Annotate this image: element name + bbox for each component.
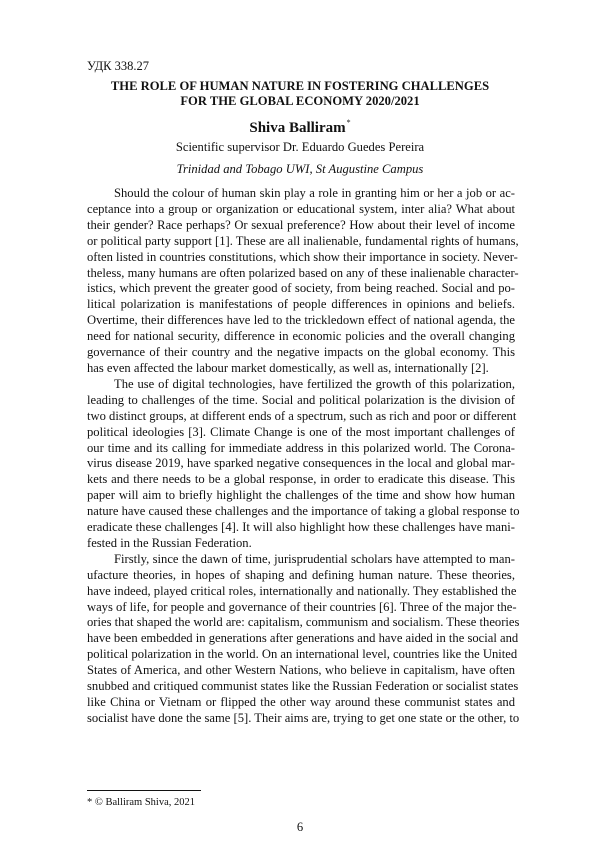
paragraph-line: ories that shaped the world are: capitalism, communism and socialism. These theories: [87, 615, 520, 630]
scientific-supervisor: Scientific supervisor Dr. Eduardo Guedes Pereira: [175, 140, 425, 154]
paragraph-line: socialist have done the same [5]. Their aims are, trying to get one state or the other, to: [87, 710, 520, 725]
paragraph-line: like China or Vietnam or flipped the other way around these communist states and: [87, 695, 515, 709]
paragraph-line: paper will aim to briefly highlight the challenges of the time and show how human: [87, 488, 515, 503]
paragraph: [87, 186, 519, 377]
paragraph-line: need for national security, difference in economic policies and the overall changing: [87, 329, 515, 344]
paragraph: [87, 376, 520, 552]
paragraph-line: Should the colour of human skin play a role in granting him or her a job or ac-: [114, 186, 515, 200]
paragraph-line: theless, many humans are often polarized based on any of these inalienable character-: [87, 265, 519, 280]
paragraph: [87, 551, 520, 727]
paragraph-line: often listed in countries constitutions, which show their importance in society. Never-: [87, 249, 518, 264]
paragraph-line: political ideologies [3]. Climate Change is one of the most important challenges of: [87, 424, 515, 439]
article-body: [87, 186, 520, 727]
paragraph-line: snubbed and critiqued communist states like the Russian Federation or socialist states: [87, 679, 519, 694]
author-name: [0, 114, 600, 137]
paragraph-line: ceptance into a group or organization or educational system, inter alia? What about: [87, 201, 515, 216]
paragraph-line: Overtime, their differences have led to the trickledown effect of national agenda, the: [87, 313, 515, 328]
paragraph-line: or political party support [1]. These are all inalienable, fundamental rights of humans,: [87, 233, 519, 248]
page-number: 6: [296, 820, 304, 834]
article-title: [60, 79, 540, 109]
footnote-divider: [87, 790, 201, 791]
title-line-2: FOR THE GLOBAL ECONOMY 2020/2021: [180, 94, 420, 108]
paragraph-line: governance of their country and the negative impacts on the global economy. This: [87, 345, 515, 360]
title-line-1: THE ROLE OF HUMAN NATURE IN FOSTERING CHALLENGES: [110, 79, 490, 93]
paragraph-line: kets and there needs to be a global response, in order to eradicate this disease. This: [87, 472, 515, 487]
paragraph-line: our time and its calling for immediate address in this polarized world. The Corona-: [87, 440, 515, 455]
author-text: Shiva Balliram: [249, 120, 346, 136]
paragraph-line: fested in the Russian Federation.: [87, 535, 252, 550]
paragraph-line: have been embedded in generations after generations and have aided in the social and: [87, 631, 519, 646]
paragraph-line: litical polarization is manifestations of people differences in opinions and beliefs.: [87, 297, 515, 312]
paragraph-line: eradicate these challenges [4]. It will also highlight how these challenges have mani-: [87, 520, 515, 535]
footnote: * © Balliram Shiva, 2021: [87, 797, 196, 808]
author-footnote-mark: *: [346, 118, 351, 127]
paragraph-line: leading to challenges of the time. Social and political polarization is the division of: [87, 392, 515, 407]
paragraph-line: two distinct groups, at different ends of a spectrum, such as rich and poor or different: [87, 408, 517, 423]
paragraph-line: States of America, and other Western Nations, who believe in capitalism, have often: [87, 663, 515, 678]
paragraph-line: virus disease 2019, have sparked negative consequences in the local and global mar-: [87, 456, 515, 471]
udc-code: УДК 338.27: [87, 59, 149, 73]
paragraph-line: have indeed, played critical roles, internationally and nationally. They established the: [87, 583, 517, 598]
paragraph-line: nature have caused these challenges and the importance of taking a global response to: [87, 504, 520, 519]
paragraph-line: ufacture theories, in hopes of shaping and defining human nature. These theories,: [87, 567, 515, 582]
paragraph-line: istics, which prevent the greater good of society, from being reached. Social and po-: [87, 281, 515, 296]
paragraph-line: ways of life, for people and governance of their countries [6]. Three of the major the-: [87, 599, 517, 614]
paragraph-line: Firstly, since the dawn of time, jurisprudential scholars have attempted to man-: [114, 551, 515, 566]
paragraph-line: has even affected the labour market domestically, as well as, internationally [2].: [87, 360, 489, 375]
paragraph-line: their gender? Race perhaps? Or sexual preference? How about their level of income: [87, 217, 515, 232]
affiliation: Trinidad and Tobago UWI, St Augustine Campus: [176, 162, 424, 176]
paragraph-line: The use of digital technologies, have fertilized the growth of this polarization,: [114, 376, 515, 391]
paragraph-line: political polarization in the world. On an international level, countries like the United: [87, 647, 518, 662]
